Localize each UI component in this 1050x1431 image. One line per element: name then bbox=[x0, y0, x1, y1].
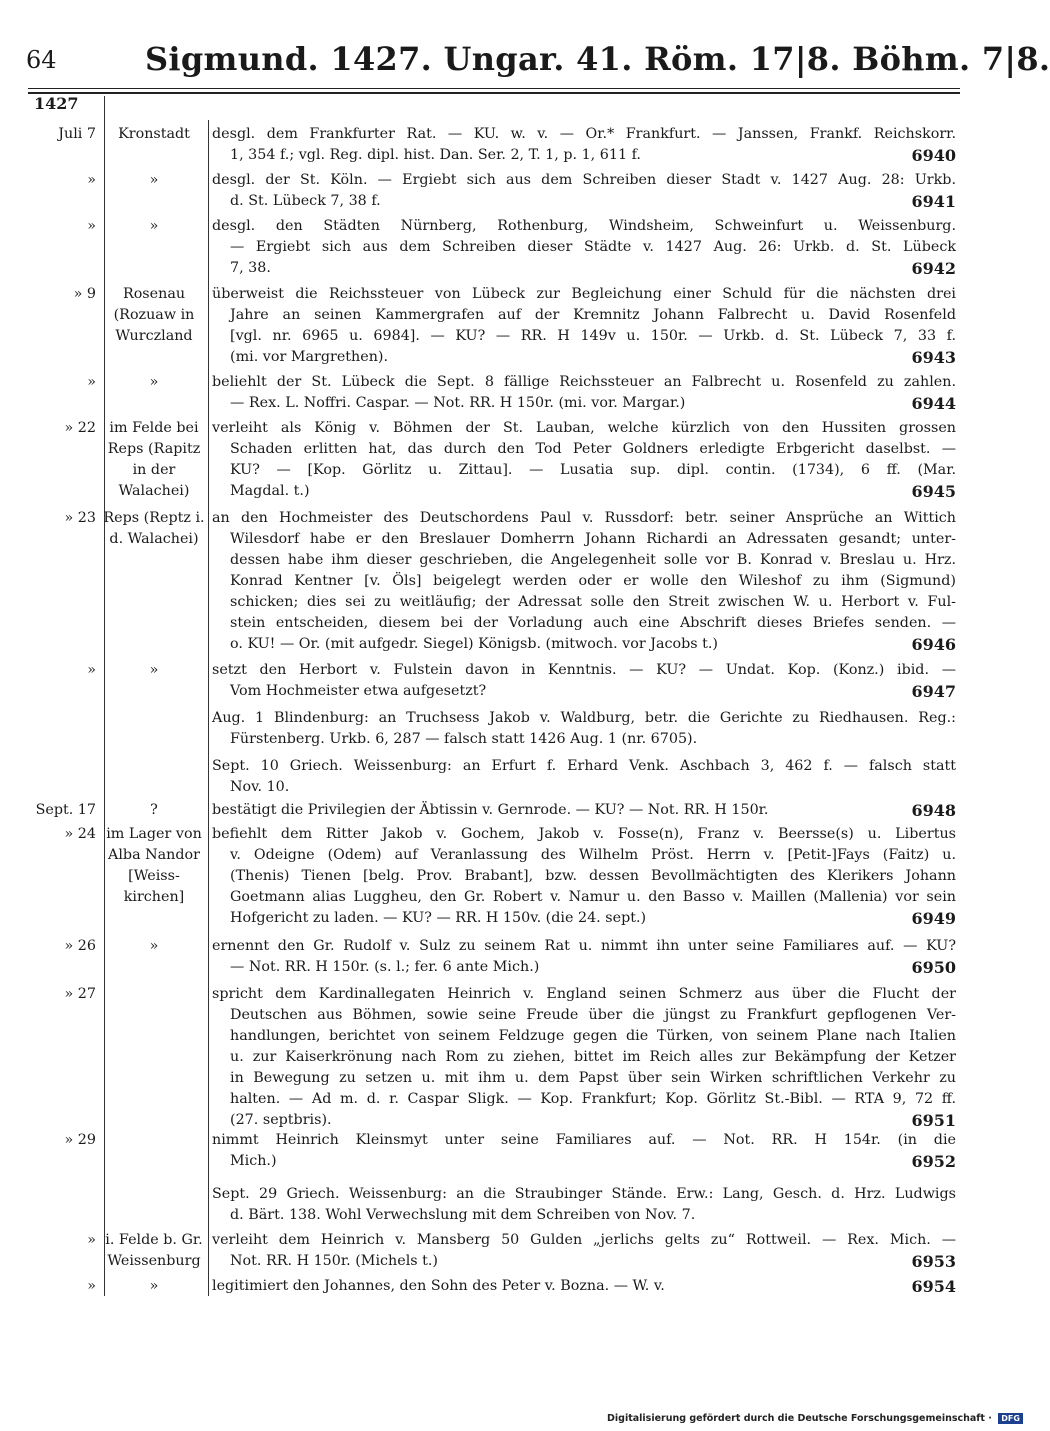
entry-text-line: u. zur Kaiserkrönung nach Rom zu ziehen, bittet im Reich alles zur Bekämpfung der Ketzer bbox=[230, 1049, 956, 1065]
entry-text-line: 7, 38. bbox=[230, 260, 271, 276]
entry-place-line: [Weiss- bbox=[128, 868, 180, 884]
entry-date: » bbox=[87, 172, 96, 188]
entry-text-line: an den Hochmeister des Deutschordens Paul v. Russdorf: betr. seiner Ansprüche an Wittich bbox=[212, 510, 956, 526]
entry-text-line: Sept. 10 Griech. Weissenburg: an Erfurt f. Erhard Venk. Aschbach 3, 462 f. — falsch statt bbox=[212, 758, 956, 774]
footer-text: Digitalisierung gefördert durch die Deutsche Forschungsgemeinschaft bbox=[607, 1413, 985, 1424]
entry-text-line: ernennt den Gr. Rudolf v. Sulz zu seinem Rat u. nimmt ihn unter seine Familiares auf. — KU? bbox=[212, 938, 956, 954]
entry-place-line: » bbox=[149, 172, 159, 188]
entry-date: » 22 bbox=[64, 420, 96, 436]
entry-text-line: [vgl. nr. 6965 u. 6984]. — KU? — RR. H 149v u. 150r. — Urkb. d. St. Lübeck 7, 33 f. bbox=[230, 328, 956, 344]
entry-text-line: Mich.) bbox=[230, 1153, 277, 1169]
entry-number: 6949 bbox=[911, 909, 956, 928]
entry-date: » bbox=[87, 374, 96, 390]
entry-text-line: überweist die Reichssteuer von Lübeck zur Begleichung einer Schuld für die nächsten drei bbox=[212, 286, 956, 302]
entry-text-line: Schaden erlitten hat, das durch den Tod Peter Goldners erledigte Erbgericht daselbst. — bbox=[230, 441, 956, 457]
entry-place-line: » bbox=[149, 1278, 159, 1294]
entry-text-line: desgl. dem Frankfurter Rat. — KU. w. v. — Or.* Frankfurt. — Janssen, Frankf. Reichskorr. bbox=[212, 126, 956, 142]
entry-place bbox=[98, 170, 210, 191]
entry-place-line: ? bbox=[150, 802, 158, 818]
entry-place-line: Walachei) bbox=[118, 483, 190, 499]
entry-text bbox=[212, 372, 956, 414]
entry-text-line: Hofgericht zu laden. — KU? — RR. H 150v. (die 24. sept.) bbox=[230, 910, 647, 926]
entry-text-line: desgl. der St. Köln. — Ergiebt sich aus dem Schreiben dieser Stadt v. 1427 Aug. 28: Urkb. bbox=[212, 172, 956, 188]
entry-place-line: » bbox=[149, 662, 159, 678]
register-entry bbox=[0, 170, 1000, 212]
entry-number: 6944 bbox=[911, 394, 956, 413]
entry-text-line: spricht dem Kardinallegaten Heinrich v. England seinen Schmerz aus über die Flucht der bbox=[212, 986, 956, 1002]
entry-text-line: befiehlt dem Ritter Jakob v. Gochem, Jakob v. Fosse(n), Franz v. Beersse(s) u. Libertus bbox=[212, 826, 956, 842]
entry-text-line: halten. — Ad m. d. r. Caspar Sligk. — Kop. Frankfurt; Kop. Görlitz St.-Bibl. — RTA 9, 72 ff. bbox=[230, 1091, 956, 1107]
entry-text-line: — Ergiebt sich aus dem Schreiben dieser Städte v. 1427 Aug. 26: Urkb. d. St. Lübeck bbox=[230, 239, 956, 255]
entry-place-line: Reps (Rapitz bbox=[107, 441, 201, 457]
register-entry bbox=[0, 216, 1000, 279]
entry-text bbox=[212, 756, 956, 798]
entry-text bbox=[212, 1230, 956, 1272]
entry-text bbox=[212, 800, 956, 821]
entry-place bbox=[98, 418, 210, 502]
entry-number: 6945 bbox=[911, 482, 956, 501]
header-rule bbox=[28, 88, 960, 89]
entry-number: 6953 bbox=[911, 1252, 956, 1271]
entry-text bbox=[212, 1276, 956, 1297]
entry-text-line: Goetmann alias Luggheu, den Gr. Robert v. Namur u. den Basso v. Maillen (Mallenia) vor sein bbox=[230, 889, 956, 905]
register-entry bbox=[0, 660, 1000, 702]
register-entry bbox=[0, 936, 1000, 978]
entry-text bbox=[212, 824, 956, 929]
entry-text-line: (27. septbris). bbox=[230, 1112, 332, 1128]
entry-date: Juli 7 bbox=[58, 126, 96, 142]
entry-text-line: Vom Hochmeister etwa aufgesetzt? bbox=[230, 683, 487, 699]
entry-text-line: Fürstenberg. Urkb. 6, 287 — falsch statt 1426 Aug. 1 (nr. 6705). bbox=[230, 731, 698, 747]
register-entry bbox=[0, 284, 1000, 368]
entry-place-line: Reps (Reptz i. bbox=[103, 510, 205, 526]
entry-date: » 27 bbox=[64, 986, 96, 1002]
register-entry bbox=[0, 800, 1000, 821]
entry-date: » 23 bbox=[64, 510, 96, 526]
entry-place-line: Rosenau bbox=[122, 286, 186, 302]
entry-text-line: schicken; dies sei zu weitläufig; der Adressat solle den Streit zwischen W. u. Herbort v. Ful- bbox=[230, 594, 956, 610]
dfg-logo: DFG bbox=[998, 1413, 1023, 1424]
entry-place-line: Kronstadt bbox=[118, 126, 190, 142]
entry-text-line: Wilesdorf habe er den Breslauer Domherrn Johann Richardi an Adressaten gesandt; unter- bbox=[230, 531, 956, 547]
entry-date: » 24 bbox=[64, 826, 96, 842]
entry-text-line: (mi. vor Margrethen). bbox=[230, 349, 389, 365]
entry-place-line: im Felde bei bbox=[109, 420, 199, 436]
entry-text-line: setzt den Herbort v. Fulstein davon in Kenntnis. — KU? — Undat. Kop. (Konz.) ibid. — bbox=[212, 662, 956, 678]
entry-text-line: o. KU! — Or. (mit aufgedr. Siegel) Königsb. (mitwoch. vor Jacobs t.) bbox=[230, 636, 718, 652]
entry-text bbox=[212, 936, 956, 978]
entry-text-line: bestätigt die Privilegien der Äbtissin v. Gernrode. — KU? — Not. RR. H 150r. bbox=[212, 802, 769, 818]
entry-text bbox=[212, 660, 956, 702]
entry-number: 6948 bbox=[911, 801, 956, 820]
entry-text-line: dessen habe ihm dieser geschrieben, die Angelegenheit solle vor B. Konrad v. Breslau u. Hrz. bbox=[230, 552, 956, 568]
entry-date: Sept. 17 bbox=[35, 802, 96, 818]
entry-text-line: legitimiert den Johannes, den Sohn des Peter v. Bozna. — W. v. bbox=[212, 1278, 665, 1294]
register-entry bbox=[0, 1184, 1000, 1226]
register-entry bbox=[0, 1130, 1000, 1172]
entry-text-line: Nov. 10. bbox=[230, 779, 290, 795]
entry-place bbox=[98, 372, 210, 393]
entry-text bbox=[212, 284, 956, 368]
entry-place bbox=[98, 284, 210, 347]
entry-text-line: Aug. 1 Blindenburg: an Truchsess Jakob v. Waldburg, betr. die Gerichte zu Riedhausen. Reg.: bbox=[212, 710, 956, 726]
entry-number: 6946 bbox=[911, 635, 956, 654]
page-header: Sigmund. 1427. Ungar. 41. Röm. 17|8. Böhm. 7|8. bbox=[145, 40, 1050, 78]
register-entry bbox=[0, 372, 1000, 414]
entry-number: 6942 bbox=[911, 259, 956, 278]
entry-text-line: Magdal. t.) bbox=[230, 483, 310, 499]
register-entry bbox=[0, 984, 1000, 1131]
entry-place bbox=[98, 800, 210, 821]
entry-number: 6951 bbox=[911, 1111, 956, 1130]
entry-text bbox=[212, 216, 956, 279]
entry-text-line: in Bewegung zu setzen u. mit ihm u. dem Papst über sein Wirken schriftlichen Verkehr zu bbox=[230, 1070, 956, 1086]
footer-credit: Digitalisierung gefördert durch die Deutsche Forschungsgemeinschaft · DFG bbox=[607, 1413, 1023, 1424]
entry-text-line: verleiht dem Heinrich v. Mansberg 50 Gulden „jerlichs gelts zu“ Rottweil. — Rex. Mich. — bbox=[212, 1232, 956, 1248]
entry-place-line: Alba Nandor bbox=[108, 847, 200, 863]
entry-text-line: v. Odeigne (Odem) auf Veranlassung des Wilhelm Pröst. Herrn v. [Petit-]Fays (Faitz) u. bbox=[230, 847, 956, 863]
register-entry bbox=[0, 1276, 1000, 1297]
entry-place bbox=[98, 124, 210, 145]
entry-date: » 26 bbox=[64, 938, 96, 954]
entry-text-line: nimmt Heinrich Kleinsmyt unter seine Familiares auf. — Not. RR. H 154r. (in die bbox=[212, 1132, 956, 1148]
entry-text-line: Not. RR. H 150r. (Michels t.) bbox=[230, 1253, 439, 1269]
entry-text-line: desgl. den Städten Nürnberg, Rothenburg, Windsheim, Schweinfurt u. Weissenburg. bbox=[212, 218, 956, 234]
entry-number: 6954 bbox=[911, 1277, 956, 1296]
entry-place bbox=[98, 936, 210, 957]
entry-text bbox=[212, 124, 956, 166]
register-entry bbox=[0, 124, 1000, 166]
entry-date: » bbox=[87, 218, 96, 234]
entry-text-line: handlungen, berichtet von seinem Feldzuge gegen die Türken, von seinem Plane nach Italien bbox=[230, 1028, 956, 1044]
entry-place-line: » bbox=[149, 938, 159, 954]
entry-date: » 9 bbox=[73, 286, 96, 302]
entry-text bbox=[212, 1130, 956, 1172]
entry-text-line: stein entscheiden, diesem bei der Vorladung auch eine Abschrift dieses Briefes senden. — bbox=[230, 615, 956, 631]
entry-place-line: i. Felde b. Gr. bbox=[105, 1232, 203, 1248]
entry-date: » bbox=[87, 1232, 96, 1248]
entry-text bbox=[212, 1184, 956, 1226]
entry-text bbox=[212, 418, 956, 502]
page-number: 64 bbox=[26, 46, 57, 74]
register-entry bbox=[0, 824, 1000, 929]
entry-place-line: (Rozuaw in bbox=[113, 307, 195, 323]
entry-number: 6952 bbox=[911, 1152, 956, 1171]
entry-place-line: d. Walachei) bbox=[109, 531, 199, 547]
entry-place-line: » bbox=[149, 374, 159, 390]
entry-place-line: Wurczland bbox=[115, 328, 193, 344]
register-entry bbox=[0, 418, 1000, 502]
entry-date: » bbox=[87, 1278, 96, 1294]
entry-place bbox=[98, 508, 210, 550]
entry-place bbox=[98, 1276, 210, 1297]
year-label: 1427 bbox=[34, 94, 79, 113]
entry-text bbox=[212, 708, 956, 750]
entry-date: » 29 bbox=[64, 1132, 96, 1148]
entry-place bbox=[98, 1230, 210, 1272]
entry-number: 6940 bbox=[911, 146, 956, 165]
entry-place-line: » bbox=[149, 218, 159, 234]
entry-text-line: KU? — [Kop. Görlitz u. Zittau]. — Lusatia sup. dipl. contin. (1734), 6 ff. (Mar. bbox=[230, 462, 956, 478]
entry-place bbox=[98, 216, 210, 237]
register-entry bbox=[0, 756, 1000, 798]
entry-text-line: d. Bärt. 138. Wohl Verwechslung mit dem Schreiben von Nov. 7. bbox=[230, 1207, 696, 1223]
entry-text bbox=[212, 508, 956, 655]
entry-text-line: Konrad Kentner [v. Öls] beigelegt werden oder er wolle den Wileshof zu ihm (Sigmund) bbox=[230, 573, 956, 589]
entry-place bbox=[98, 660, 210, 681]
entry-text-line: Sept. 29 Griech. Weissenburg: an die Straubinger Stände. Erw.: Lang, Gesch. d. Hrz. Ludwigs bbox=[212, 1186, 956, 1202]
entry-text-line: (Thenis) Tienen [belg. Prov. Brabant], bzw. dessen Bevollmächtigten des Klerikers Johann bbox=[230, 868, 956, 884]
entry-place-line: kirchen] bbox=[123, 889, 185, 905]
entry-text-line: 1, 354 f.; vgl. Reg. dipl. hist. Dan. Ser. 2, T. 1, p. 1, 611 f. bbox=[230, 147, 641, 163]
register-entry bbox=[0, 508, 1000, 655]
entry-number: 6941 bbox=[911, 192, 956, 211]
entry-text-line: Deutschen aus Böhmen, sowie seine Freude über die jüngst zu Frankfurt gepflogenen Ver- bbox=[230, 1007, 956, 1023]
entry-text-line: Jahre an seinen Kammergrafen auf der Kremnitz Johann Falbrecht u. David Rosenfeld bbox=[230, 307, 956, 323]
entry-place-line: Weissenburg bbox=[107, 1253, 201, 1269]
entry-number: 6950 bbox=[911, 958, 956, 977]
entry-place-line: im Lager von bbox=[106, 826, 202, 842]
entry-text-line: beliehlt der St. Lübeck die Sept. 8 fällige Reichssteuer an Falbrecht u. Rosenfeld zu zahlen. bbox=[212, 374, 956, 390]
register-entry bbox=[0, 1230, 1000, 1272]
entry-place-line: in der bbox=[132, 462, 176, 478]
entry-number: 6943 bbox=[911, 348, 956, 367]
entry-text-line: — Not. RR. H 150r. (s. l.; fer. 6 ante Mich.) bbox=[230, 959, 540, 975]
entry-text bbox=[212, 170, 956, 212]
entry-text-line: — Rex. L. Noffri. Caspar. — Not. RR. H 150r. (mi. vor. Margar.) bbox=[230, 395, 686, 411]
entry-number: 6947 bbox=[911, 682, 956, 701]
entry-date: » bbox=[87, 662, 96, 678]
entry-place bbox=[98, 824, 210, 908]
entry-text bbox=[212, 984, 956, 1131]
register-entry bbox=[0, 708, 1000, 750]
entry-text-line: d. St. Lübeck 7, 38 f. bbox=[230, 193, 381, 209]
entry-text-line: verleiht als König v. Böhmen der St. Lauban, welche kürzlich von den Hussiten grossen bbox=[212, 420, 956, 436]
header-rule-thick bbox=[28, 92, 960, 94]
